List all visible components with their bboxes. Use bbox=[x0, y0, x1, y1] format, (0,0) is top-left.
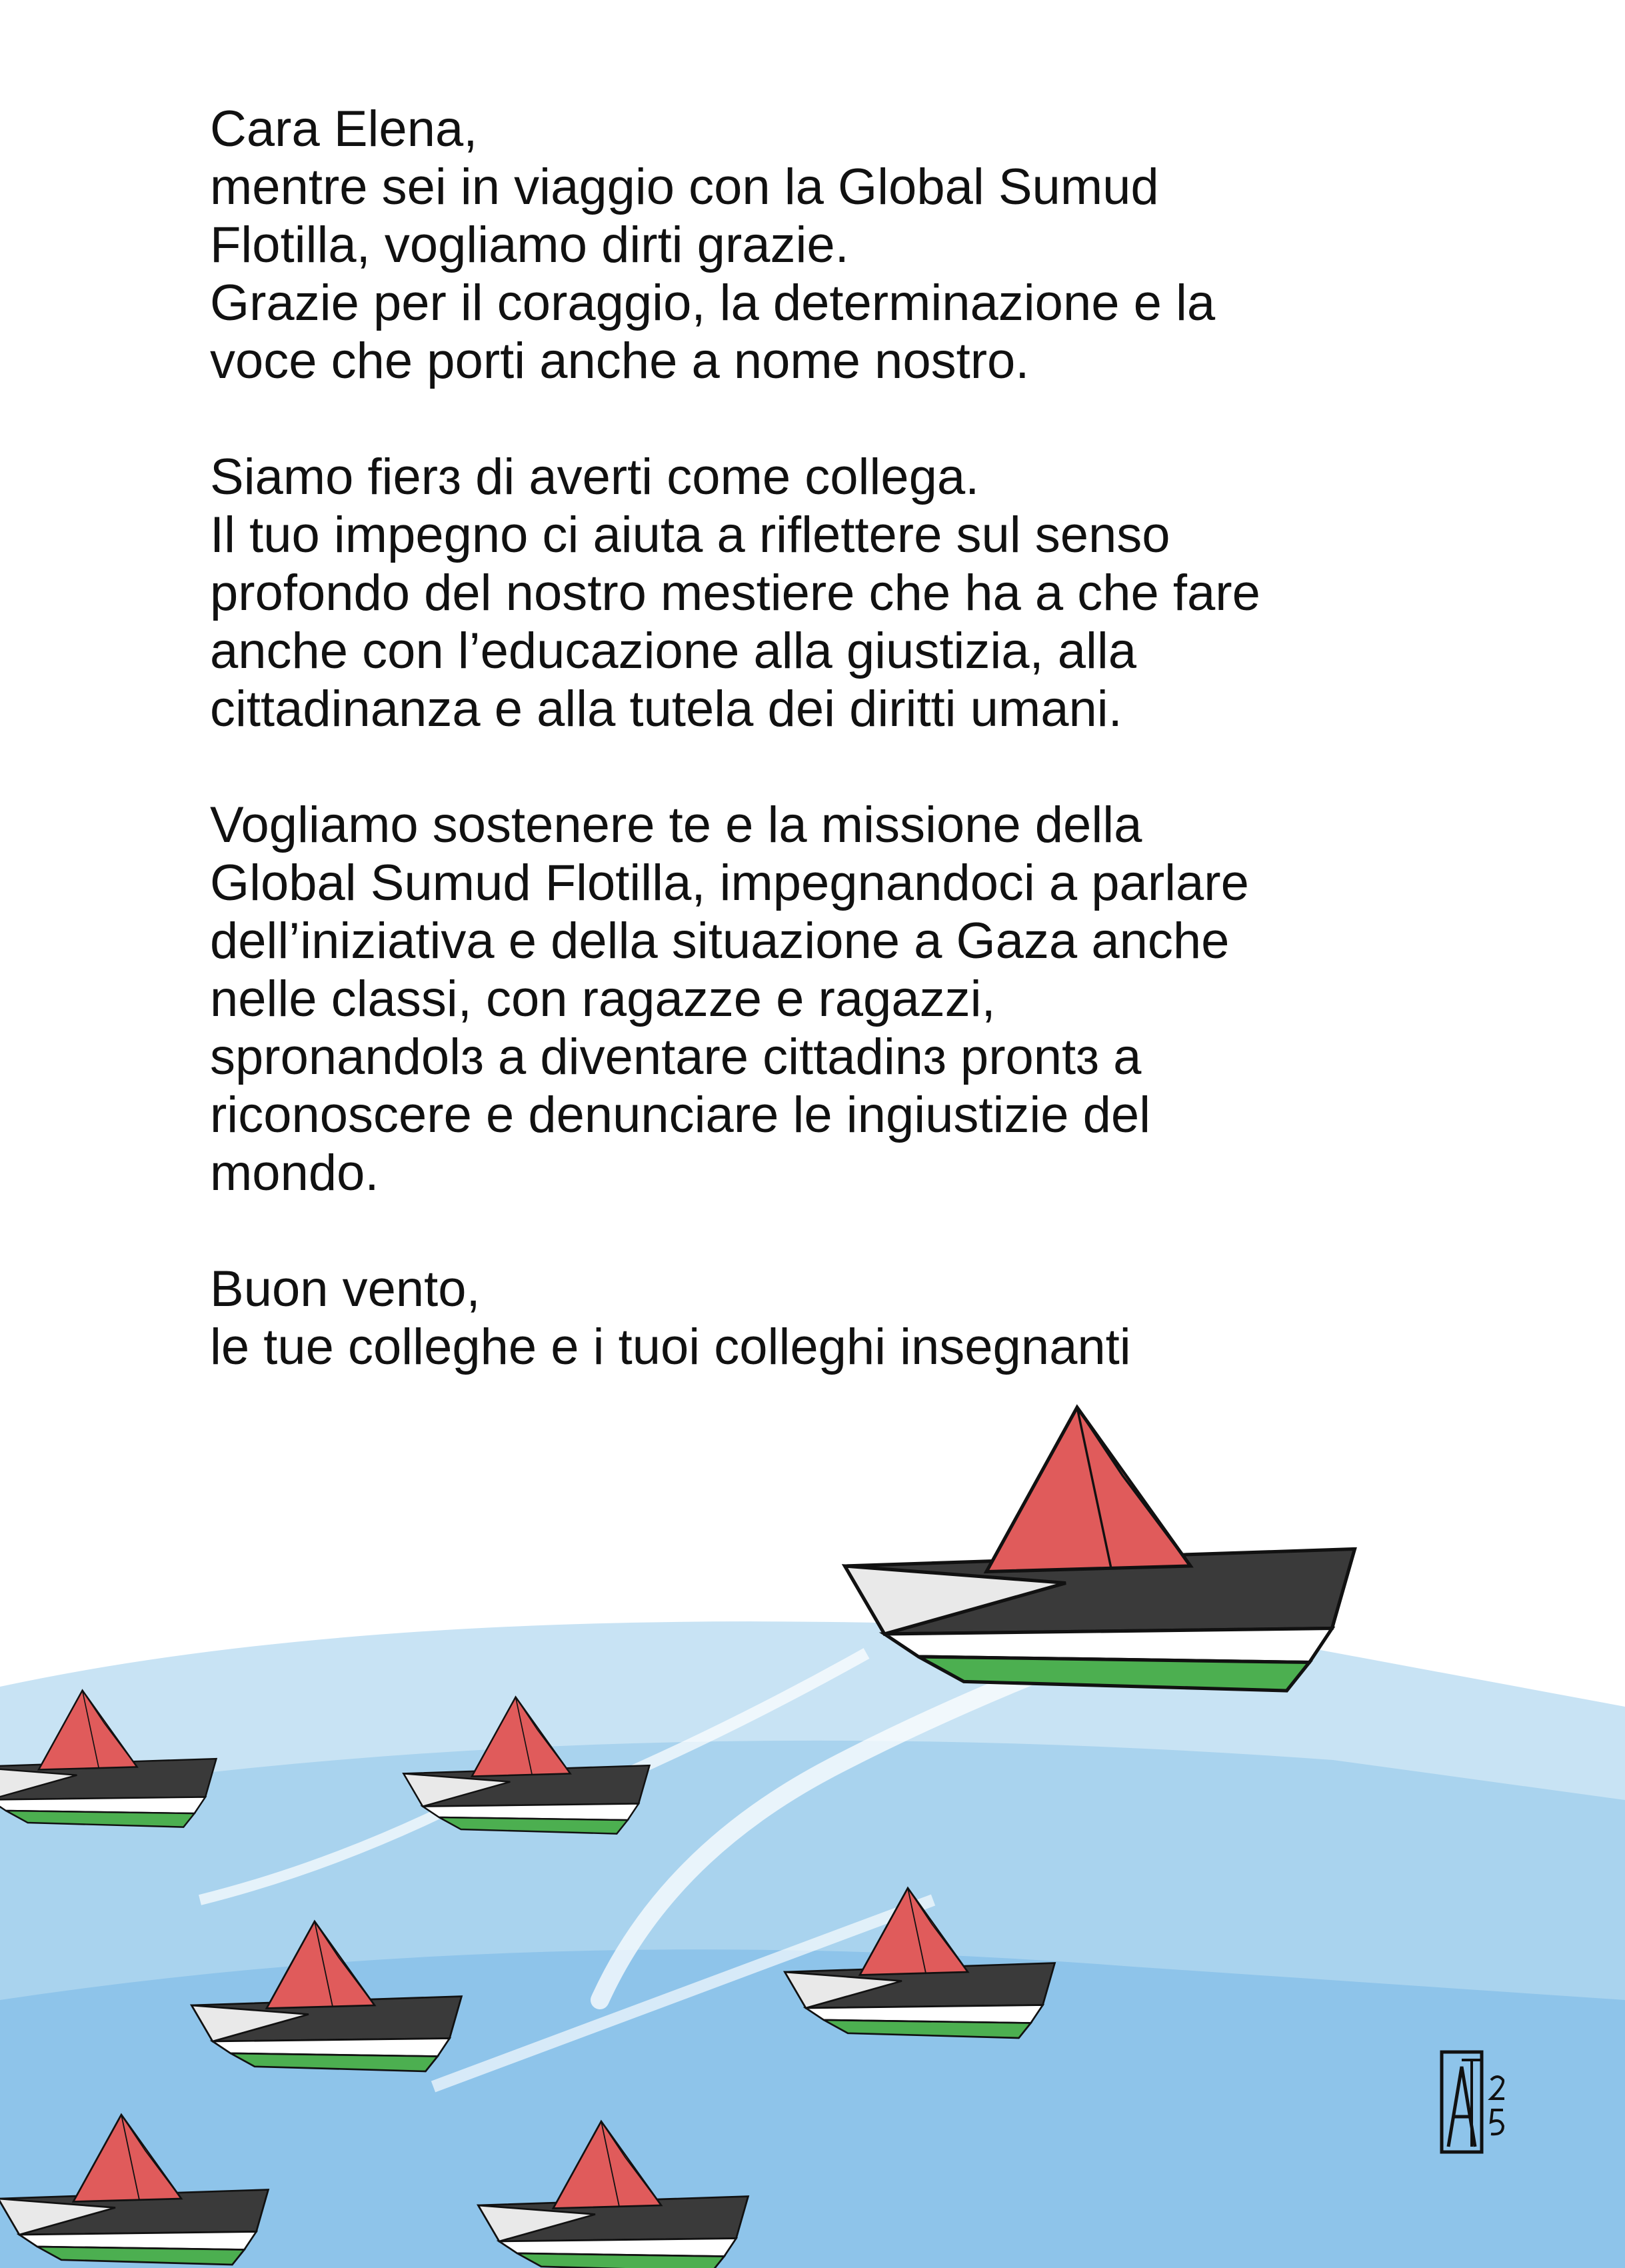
signoff: le tue colleghe e i tuoi colleghi insegnanti bbox=[210, 1319, 1131, 1375]
closing-salutation: Buon vento, bbox=[210, 1261, 481, 1317]
letter-line: voce che porti anche a nome nostro. bbox=[210, 333, 1030, 389]
paper-boats-illustration bbox=[0, 1360, 1625, 2268]
paragraph-support bbox=[210, 796, 1476, 1202]
letter-line: Grazie per il coraggio, la determinazione e la bbox=[210, 275, 1216, 331]
letter-line: Vogliamo sostenere te e la missione della bbox=[210, 797, 1142, 853]
sea bbox=[0, 1600, 1625, 2268]
paragraph-closing bbox=[210, 1260, 1476, 1376]
letter-line: Global Sumud Flotilla, impegnandoci a parlare bbox=[210, 855, 1249, 911]
paragraph-colleague bbox=[210, 448, 1476, 738]
letter-line: spronandolɜ a diventare cittadinɜ prontɜ a bbox=[210, 1029, 1142, 1085]
paper-boat-large bbox=[845, 1407, 1355, 1691]
letter-line: profondo del nostro mestiere che ha a che fare bbox=[210, 565, 1260, 621]
letter-line: Il tuo impegno ci aiuta a riflettere sul senso bbox=[210, 507, 1170, 563]
letter-line: anche con l’educazione alla giustizia, alla bbox=[210, 623, 1137, 679]
letter-line: Flotilla, vogliamo dirti grazie. bbox=[210, 217, 849, 273]
letter-line: Siamo fierɜ di averti come collega. bbox=[210, 449, 980, 505]
letter-line: nelle classi, con ragazze e ragazzi, bbox=[210, 971, 996, 1027]
letter-line: mentre sei in viaggio con la Global Sumud bbox=[210, 159, 1159, 215]
letter-line: riconoscere e denunciare le ingiustizie del bbox=[210, 1087, 1151, 1143]
paragraph-opening bbox=[210, 100, 1476, 390]
letter-line: cittadinanza e alla tutela dei diritti umani. bbox=[210, 681, 1122, 737]
letter-body bbox=[210, 100, 1476, 1434]
greeting: Cara Elena, bbox=[210, 101, 478, 157]
artist-signature-mark bbox=[1436, 2047, 1516, 2160]
letter-line: dell’iniziativa e della situazione a Gaza anche bbox=[210, 913, 1230, 969]
letter-line: mondo. bbox=[210, 1145, 379, 1201]
